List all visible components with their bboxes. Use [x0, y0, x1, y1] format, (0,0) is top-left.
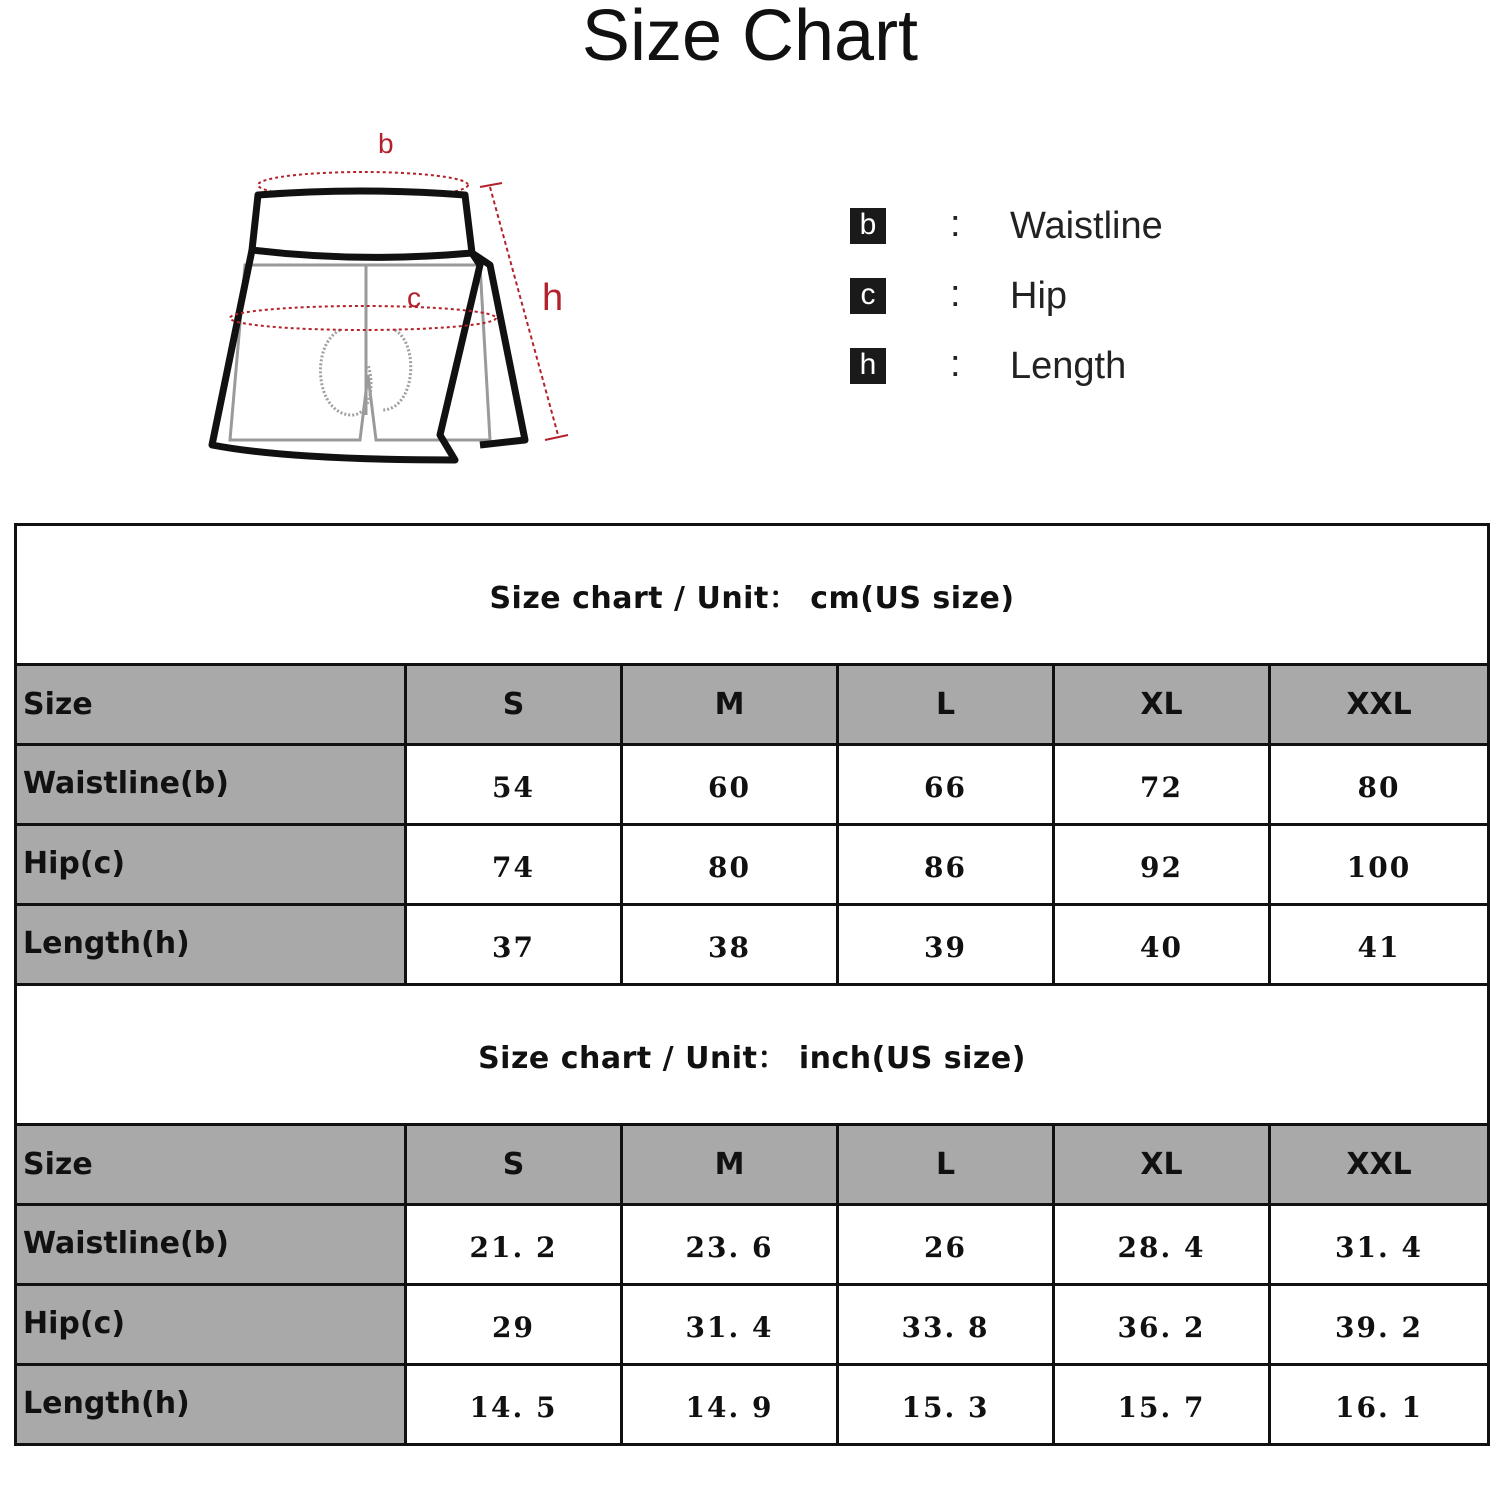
table-cell: 29 [406, 1285, 622, 1365]
table-cell: 60 [622, 745, 838, 825]
legend-text-waistline: Waistline [1010, 205, 1163, 247]
row-label: Hip(c) [16, 825, 406, 905]
header-size-xxl: XXL [1270, 665, 1489, 745]
table-row [16, 1285, 1489, 1365]
header-size-l: L [838, 665, 1054, 745]
table-header-row [16, 1125, 1489, 1205]
table-header-row [16, 665, 1489, 745]
legend-text-hip: Hip [1010, 275, 1068, 317]
table-cell: 39 [838, 905, 1054, 985]
legend-key-b: b [850, 208, 886, 244]
header-size-xl: XL [1054, 1125, 1270, 1205]
header-size-xl: XL [1054, 665, 1270, 745]
table-cell: 41 [1270, 905, 1489, 985]
header-size-xxl: XXL [1270, 1125, 1489, 1205]
table-cell: 39. 2 [1270, 1285, 1489, 1365]
table-cell: 38 [622, 905, 838, 985]
legend-item-length [850, 340, 1300, 410]
legend-colon: : [950, 343, 961, 385]
table-cell: 54 [406, 745, 622, 825]
table-cell: 14. 5 [406, 1365, 622, 1445]
table-cell: 14. 9 [622, 1365, 838, 1445]
table-cell: 33. 8 [838, 1285, 1054, 1365]
header-size-s: S [406, 665, 622, 745]
table-cell: 28. 4 [1054, 1205, 1270, 1285]
table-cell: 31. 4 [1270, 1205, 1489, 1285]
legend-item-hip [850, 270, 1300, 340]
table-row [16, 825, 1489, 905]
table-cell: 80 [622, 825, 838, 905]
waistband [252, 191, 472, 257]
measurement-legend [850, 200, 1300, 410]
table-cell: 86 [838, 825, 1054, 905]
size-table [14, 523, 1490, 1446]
table-row [16, 1205, 1489, 1285]
table-caption-row [16, 985, 1489, 1125]
table-cell: 23. 6 [622, 1205, 838, 1285]
legend-colon: : [950, 273, 961, 315]
row-label: Length(h) [16, 1365, 406, 1445]
table-cell: 15. 3 [838, 1365, 1054, 1445]
header-size-m: M [622, 665, 838, 745]
table-cell: 21. 2 [406, 1205, 622, 1285]
page-title: Size Chart [581, 0, 919, 76]
caption-cm: Size chart / Unit： cm(US size) [16, 525, 1489, 665]
row-label: Waistline(b) [16, 745, 406, 825]
header-size-label: Size [16, 665, 406, 745]
table-cell: 15. 7 [1054, 1365, 1270, 1445]
table-cell: 66 [838, 745, 1054, 825]
row-label: Hip(c) [16, 1285, 406, 1365]
size-table-body [16, 525, 1489, 1445]
table-cell: 80 [1270, 745, 1489, 825]
skirt-outline [212, 250, 480, 460]
header-size-l: L [838, 1125, 1054, 1205]
label-c: c [407, 282, 421, 313]
table-row [16, 1365, 1489, 1445]
table-cell: 100 [1270, 825, 1489, 905]
table-cell: 40 [1054, 905, 1270, 985]
header-size-label: Size [16, 1125, 406, 1205]
caption-inch: Size chart / Unit： inch(US size) [16, 985, 1489, 1125]
skort-diagram [190, 115, 610, 485]
legend-key-h: h [850, 348, 886, 384]
table-cell: 74 [406, 825, 622, 905]
table-row [16, 745, 1489, 825]
row-label: Length(h) [16, 905, 406, 985]
table-cell: 26 [838, 1205, 1054, 1285]
hip-measure-line [230, 306, 496, 330]
table-row [16, 905, 1489, 985]
table-caption-row [16, 525, 1489, 665]
skort-illustration [190, 115, 610, 485]
table-cell: 72 [1054, 745, 1270, 825]
table-cell: 37 [406, 905, 622, 985]
label-b: b [378, 128, 394, 159]
table-cell: 16. 1 [1270, 1365, 1489, 1445]
legend-item-waistline [850, 200, 1300, 270]
legend-colon: : [950, 203, 961, 245]
table-cell: 92 [1054, 825, 1270, 905]
inner-shorts-outline [230, 265, 490, 440]
header-size-s: S [406, 1125, 622, 1205]
table-cell: 31. 4 [622, 1285, 838, 1365]
legend-key-c: c [850, 278, 886, 314]
table-cell: 36. 2 [1054, 1285, 1270, 1365]
label-h: h [542, 277, 564, 319]
legend-text-length: Length [1010, 345, 1127, 387]
row-label: Waistline(b) [16, 1205, 406, 1285]
header-size-m: M [622, 1125, 838, 1205]
